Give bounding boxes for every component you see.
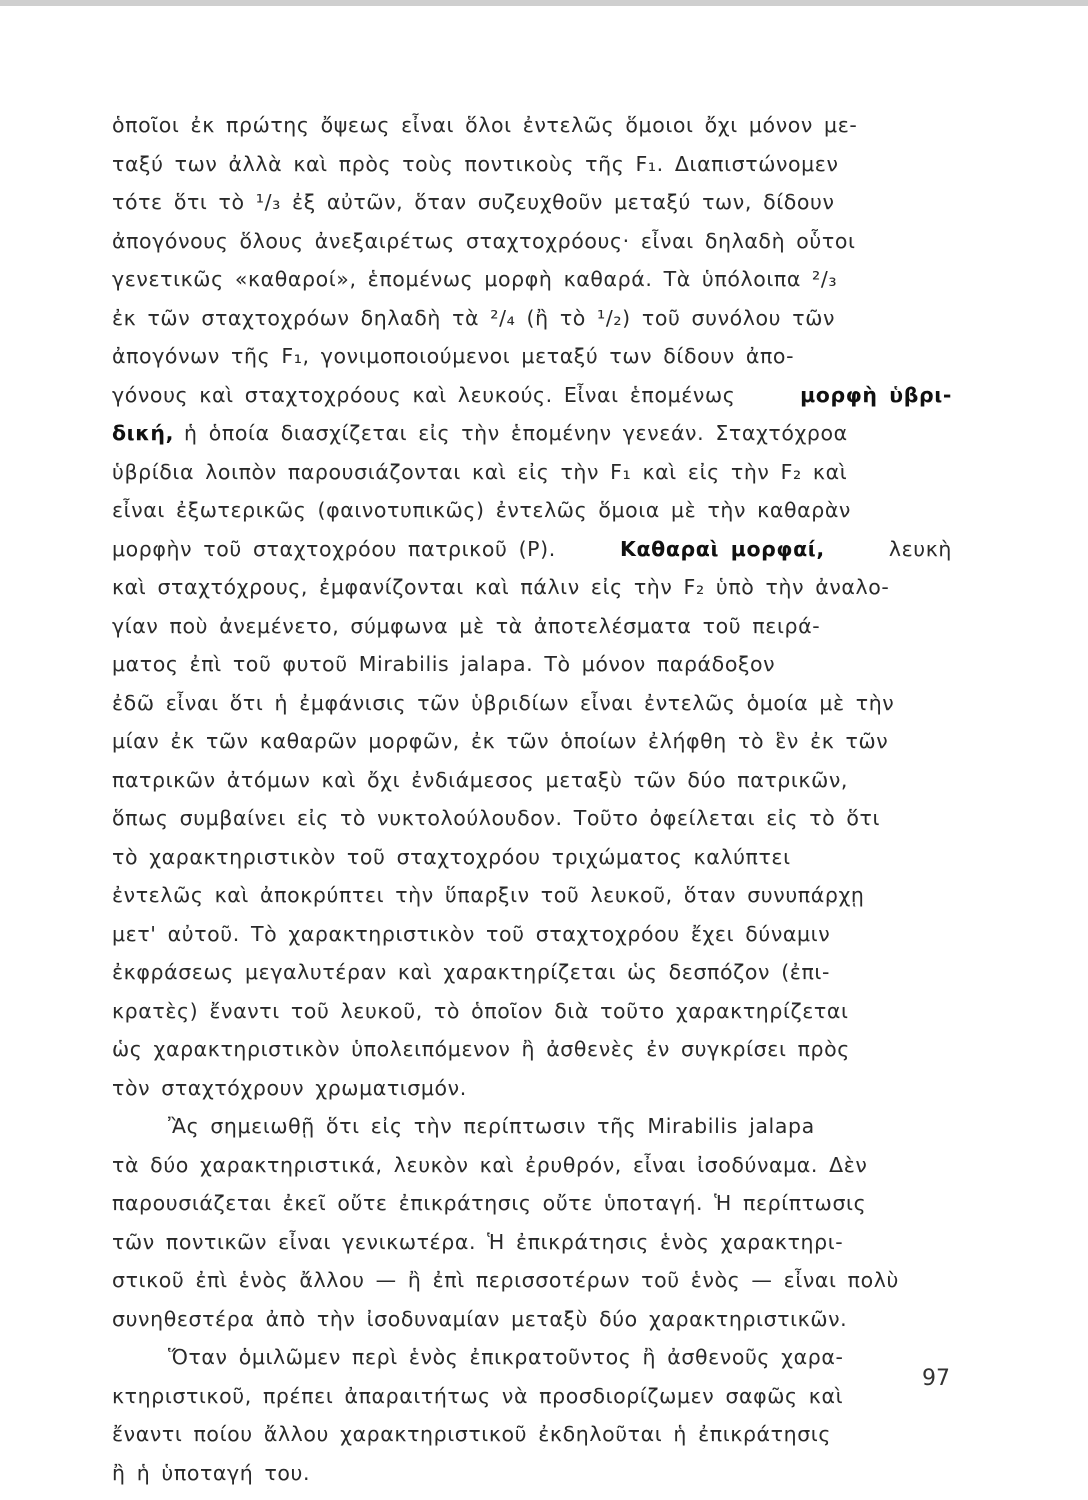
text-line: ἐδῶ εἶναι ὅτι ἡ ἐμφάνισις τῶν ὑβριδίων εἶναι ἐντελῶς ὁμοία μὲ τὴν: [112, 690, 895, 715]
paragraph-start: Ὅταν ὁμιλῶμεν περὶ ἑνὸς ἐπικρατοῦντος ἢ ἀσθενοῦς χαρα-: [168, 1345, 844, 1369]
text-segment: μορφὴν τοῦ σταχτοχρόου πατρικοῦ (P).: [112, 536, 556, 561]
text-line: κτηριστικοῦ, πρέπει ἀπαραιτήτως νὰ προσδιορίζωμεν σαφῶς καὶ: [112, 1383, 844, 1408]
text-line: ταξύ των ἀλλὰ καὶ πρὸς τοὺς ποντικοὺς τῆς F₁. Διαπιστώνομεν: [112, 151, 839, 176]
text-line: πατρικῶν ἀτόμων καὶ ὄχι ἐνδιάμεσος μεταξὺ τῶν δύο πατρικῶν,: [112, 767, 849, 792]
text-line: καὶ σταχτόχρους, ἐμφανίζονται καὶ πάλιν εἰς τὴν F₂ ὑπὸ τὴν ἀναλο-: [112, 575, 890, 599]
body-text: [112, 106, 952, 1492]
text-line: [112, 376, 952, 415]
text-line: στικοῦ ἐπὶ ἑνὸς ἄλλου — ἢ ἐπὶ περισσοτέρων τοῦ ἑνὸς — εἶναι πολὺ: [112, 1268, 899, 1292]
text-line: ἐκ τῶν σταχτοχρόων δηλαδὴ τὰ ²/₄ (ἢ τὸ ¹/₂) τοῦ συνόλου τῶν: [112, 305, 836, 330]
text-line: ὡς χαρακτηριστικὸν ὑπολειπόμενον ἢ ἀσθενὲς ἐν συγκρίσει πρὸς: [112, 1037, 850, 1061]
page-number: 97: [922, 1366, 950, 1391]
text-line: ὅπως συμβαίνει εἰς τὸ νυκτολούλουδον. Τοῦτο ὀφείλεται εἰς τὸ ὅτι: [112, 806, 881, 830]
text-line: ἀπογόνους ὅλους ἀνεξαιρέτως σταχτοχρόους· εἶναι δηλαδὴ οὗτοι: [112, 228, 856, 253]
paragraph-start: Ἂς σημειωθῇ ὅτι εἰς τὴν περίπτωσιν τῆς Mirabilis jalapa: [168, 1114, 815, 1138]
bold-term-hybrid-form-end: δική,: [112, 421, 175, 445]
text-line: τὰ δύο χαρακτηριστικά, λευκὸν καὶ ἐρυθρόν, εἶναι ἰσοδύναμα. Δὲν: [112, 1152, 868, 1177]
text-line: τότε ὅτι τὸ ¹/₃ ἐξ αὐτῶν, ὅταν συζευχθοῦν μεταξύ των, δίδουν: [112, 190, 835, 214]
text-line: γενετικῶς «καθαροί», ἑπομένως μορφὴ καθαρά. Τὰ ὑπόλοιπα ²/₃: [112, 267, 838, 291]
text-line: τῶν ποντικῶν εἶναι γενικωτέρα. Ἡ ἐπικράτησις ἑνὸς χαρακτηρι-: [112, 1229, 844, 1254]
text-line: κρατὲς) ἔναντι τοῦ λευκοῦ, τὸ ὁποῖον διὰ τοῦτο χαρακτηρίζεται: [112, 998, 849, 1023]
text-line: ἀπογόνων τῆς F₁, γονιμοποιούμενοι μεταξύ των δίδουν ἀπο-: [112, 344, 795, 368]
text-line: παρουσιάζεται ἐκεῖ οὔτε ἐπικράτησις οὔτε ὑποταγή. Ἡ περίπτωσις: [112, 1191, 867, 1215]
text-line: ματος ἐπὶ τοῦ φυτοῦ Mirabilis jalapa. Τὸ μόνον παράδοξον: [112, 652, 776, 676]
text-line: μετ' αὐτοῦ. Τὸ χαρακτηριστικὸν τοῦ σταχτοχρόου ἔχει δύναμιν: [112, 921, 831, 946]
text-line: [112, 414, 952, 453]
text-line: ἐκφράσεως μεγαλυτέραν καὶ χαρακτηρίζεται ὡς δεσπόζον (ἐπι-: [112, 960, 830, 984]
text-line: μίαν ἐκ τῶν καθαρῶν μορφῶν, ἐκ τῶν ὁποίων ἐλήφθη τὸ ἓν ἐκ τῶν: [112, 729, 889, 753]
text-segment: γόνους καὶ σταχτοχρόους καὶ λευκούς. Εἶναι ἑπομένως: [112, 382, 736, 407]
text-line: γίαν ποὺ ἀνεμένετο, σύμφωνα μὲ τὰ ἀποτελέσματα τοῦ πειρά-: [112, 613, 821, 638]
text-line: συνηθεστέρα ἀπὸ τὴν ἰσοδυναμίαν μεταξὺ δύο χαρακτηριστικῶν.: [112, 1306, 848, 1331]
text-line: [112, 530, 952, 569]
text-line: ἔναντι ποίου ἄλλου χαρακτηριστικοῦ ἐκδηλοῦται ἡ ἐπικράτησις: [112, 1422, 831, 1446]
bold-term-pure-forms: Καθαραὶ μορφαί,: [619, 536, 825, 561]
bold-term-hybrid-form: μορφὴ ὑβρι-: [800, 382, 952, 407]
text-line: ἢ ἡ ὑποταγή του.: [112, 1460, 311, 1485]
text-line: ὁποῖοι ἐκ πρώτης ὄψεως εἶναι ὅλοι ἐντελῶς ὅμοιοι ὄχι μόνον με-: [112, 113, 858, 137]
text-segment: λευκὴ: [888, 536, 952, 561]
text-line: ἐντελῶς καὶ ἀποκρύπτει τὴν ὕπαρξιν τοῦ λευκοῦ, ὅταν συνυπάρχῃ: [112, 883, 865, 907]
text-line: εἶναι ἐξωτερικῶς (φαινοτυπικῶς) ἐντελῶς ὅμοια μὲ τὴν καθαρὰν: [112, 498, 851, 522]
text-segment: ἡ ὁποία διασχίζεται εἰς τὴν ἑπομένην γενεάν. Σταχτόχροα: [184, 421, 848, 445]
text-line: ὑβρίδια λοιπὸν παρουσιάζονται καὶ εἰς τὴν F₁ καὶ εἰς τὴν F₂ καὶ: [112, 459, 848, 484]
text-line: τὸ χαρακτηριστικὸν τοῦ σταχτοχρόου τριχώματος καλύπτει: [112, 844, 791, 869]
text-line: τὸν σταχτόχρουν χρωματισμόν.: [112, 1075, 467, 1100]
